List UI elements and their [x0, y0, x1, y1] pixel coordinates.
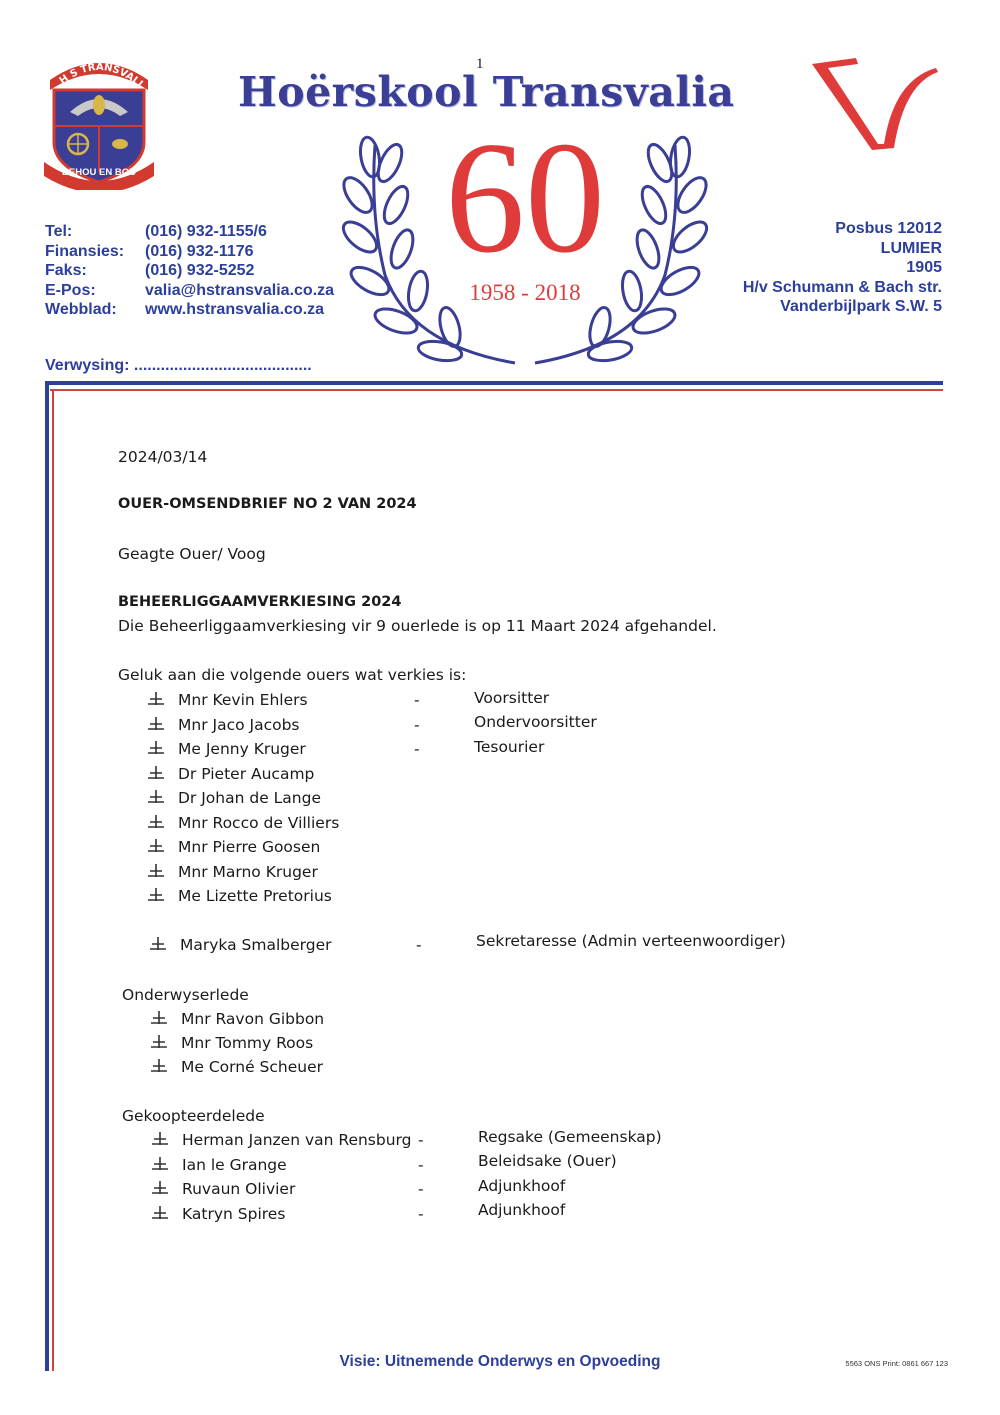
- list-dash: -: [418, 1180, 424, 1198]
- coopted-heading: Gekoopteerdelede: [122, 1107, 265, 1125]
- letter-date: 2024/03/14: [118, 448, 208, 466]
- member-name: Mnr Tommy Roos: [181, 1034, 314, 1052]
- bullet-icon: [148, 864, 164, 878]
- bullet-icon: [148, 839, 164, 853]
- list-dash: -: [418, 1131, 424, 1149]
- contact-value: www.hstransvalia.co.za: [145, 301, 325, 318]
- contact-email: [45, 281, 334, 301]
- member-role: Ondervoorsitter: [474, 713, 597, 731]
- list-dash: -: [416, 936, 422, 954]
- frame-left-blue-line: [45, 381, 49, 1371]
- member-role: Adjunkhoof: [478, 1201, 566, 1219]
- member-name: Katryn Spires: [182, 1205, 286, 1223]
- list-item: [152, 1205, 285, 1223]
- letter-greeting: Geagte Ouer/ Voog: [118, 545, 266, 563]
- letter-subject: OUER-OMSENDBRIEF NO 2 VAN 2024: [118, 496, 417, 512]
- list-item: [148, 740, 306, 758]
- list-dash: -: [418, 1205, 424, 1223]
- list-item: [148, 765, 314, 783]
- bullet-icon: [148, 790, 164, 804]
- member-role: Beleidsake (Ouer): [478, 1152, 617, 1170]
- member-name: Mnr Pierre Goosen: [178, 838, 321, 856]
- frame-top-red-line: [50, 389, 943, 391]
- bullet-icon: [152, 1206, 168, 1220]
- school-crest: [40, 50, 158, 190]
- list-item: [148, 863, 318, 881]
- teachers-heading: Onderwyserlede: [122, 986, 249, 1004]
- letter-intro: Die Beheerliggaamverkiesing vir 9 ouerlede is op 11 Maart 2024 afgehandel.: [118, 617, 717, 635]
- member-name: Mnr Kevin Ehlers: [178, 691, 308, 709]
- bullet-icon: [148, 815, 164, 829]
- list-item: [148, 691, 308, 709]
- postal-address: [743, 219, 942, 317]
- address-line: Vanderbijlpark S.W. 5: [780, 298, 942, 315]
- secretary-item: [150, 936, 332, 954]
- address-line: H/v Schumann & Bach str.: [742, 278, 942, 296]
- address-line: Posbus 12012: [835, 220, 942, 237]
- list-item: [151, 1034, 313, 1052]
- list-dash: -: [414, 740, 420, 758]
- v-logo-icon: [808, 40, 943, 155]
- member-name: Me Corné Scheuer: [181, 1058, 323, 1076]
- member-role: Voorsitter: [474, 689, 550, 707]
- bullet-icon: [148, 766, 164, 780]
- bullet-icon: [152, 1181, 168, 1195]
- contact-finance: [45, 242, 334, 262]
- bullet-icon: [151, 1059, 167, 1073]
- bullet-icon: [151, 1035, 167, 1049]
- anniversary-emblem: [330, 108, 720, 370]
- section-heading: BEHEERLIGGAAMVERKIESING 2024: [118, 594, 402, 610]
- list-item: [148, 887, 332, 905]
- bullet-icon: [150, 937, 166, 951]
- v-logo: [808, 40, 943, 155]
- reference-line: Verwysing: ........................................: [45, 357, 312, 374]
- contact-label: Faks:: [45, 262, 87, 279]
- list-dash: -: [414, 716, 420, 734]
- footer-print-line: 5563 ONS Print: 0861 667 123: [845, 1359, 948, 1368]
- frame-left-red-line: [52, 389, 54, 1371]
- crest-motto: BEHOU EN BOU: [62, 167, 136, 178]
- list-item: [148, 716, 300, 734]
- list-item: [148, 814, 339, 832]
- footer-vision: Visie: Uitnemende Onderwys en Opvoeding: [339, 1353, 661, 1370]
- member-role: Adjunkhoof: [478, 1177, 566, 1195]
- list-item: [151, 1010, 324, 1028]
- list-dash: -: [414, 691, 420, 709]
- member-name: Mnr Jaco Jacobs: [178, 716, 300, 734]
- v-logo-letter: [808, 40, 809, 41]
- member-name: Dr Pieter Aucamp: [178, 765, 315, 783]
- list-item: [151, 1058, 323, 1076]
- member-role: Tesourier: [474, 738, 545, 756]
- member-name: Ian le Grange: [182, 1156, 287, 1174]
- member-name: Maryka Smalberger: [180, 936, 332, 954]
- bullet-icon: [148, 888, 164, 902]
- page-number: 1: [476, 56, 484, 72]
- anniversary-number: 60: [445, 108, 605, 286]
- bullet-icon: [148, 741, 164, 755]
- bullet-icon: [152, 1157, 168, 1171]
- address-line: 1905: [906, 259, 942, 276]
- contact-value: valia@hstransvalia.co.za: [145, 281, 335, 299]
- list-item: [152, 1156, 287, 1174]
- list-item: [152, 1131, 412, 1149]
- bullet-icon: [151, 1011, 167, 1025]
- contact-tel: [45, 222, 334, 242]
- contact-value: (016) 932-1176: [145, 242, 254, 260]
- bullet-icon: [152, 1132, 168, 1146]
- address-line: LUMIER: [880, 239, 942, 257]
- member-name: Me Lizette Pretorius: [178, 887, 332, 905]
- crest-top-text: H S TRANSVALI: [57, 61, 145, 90]
- member-role: Regsake (Gemeenskap): [478, 1128, 662, 1146]
- frame-top-blue-line: [45, 381, 943, 385]
- member-role: Sekretaresse (Admin verteenwoordiger): [476, 932, 786, 950]
- member-name: Herman Janzen van Rensburg: [182, 1131, 412, 1149]
- anniversary-years: 1958 - 2018: [469, 280, 581, 305]
- list-item: [148, 789, 321, 807]
- member-name: Ruvaun Olivier: [182, 1180, 296, 1198]
- contact-value: (016) 932-5252: [145, 262, 255, 279]
- member-name: Mnr Marno Kruger: [178, 863, 318, 881]
- contact-details: [45, 222, 334, 320]
- contact-label: Tel:: [45, 223, 73, 240]
- contact-label: Webblad:: [45, 301, 117, 318]
- list-item: [152, 1180, 295, 1198]
- member-name: Mnr Ravon Gibbon: [181, 1010, 325, 1028]
- contact-website: [45, 300, 334, 320]
- bullet-icon: [148, 692, 164, 706]
- member-name: Mnr Rocco de Villiers: [178, 814, 340, 832]
- school-name: Hoërskool Transvalia: [238, 68, 735, 116]
- list-dash: -: [418, 1156, 424, 1174]
- contact-fax: [45, 261, 334, 281]
- bullet-icon: [148, 717, 164, 731]
- contact-label: E-Pos:: [45, 281, 96, 299]
- letter-congrats: Geluk aan die volgende ouers wat verkies is:: [118, 666, 467, 684]
- list-item: [148, 838, 320, 856]
- member-name: Dr Johan de Lange: [178, 789, 321, 807]
- contact-label: Finansies:: [45, 242, 125, 260]
- contact-value: (016) 932-1155/6: [145, 223, 267, 240]
- member-name: Me Jenny Kruger: [178, 740, 306, 758]
